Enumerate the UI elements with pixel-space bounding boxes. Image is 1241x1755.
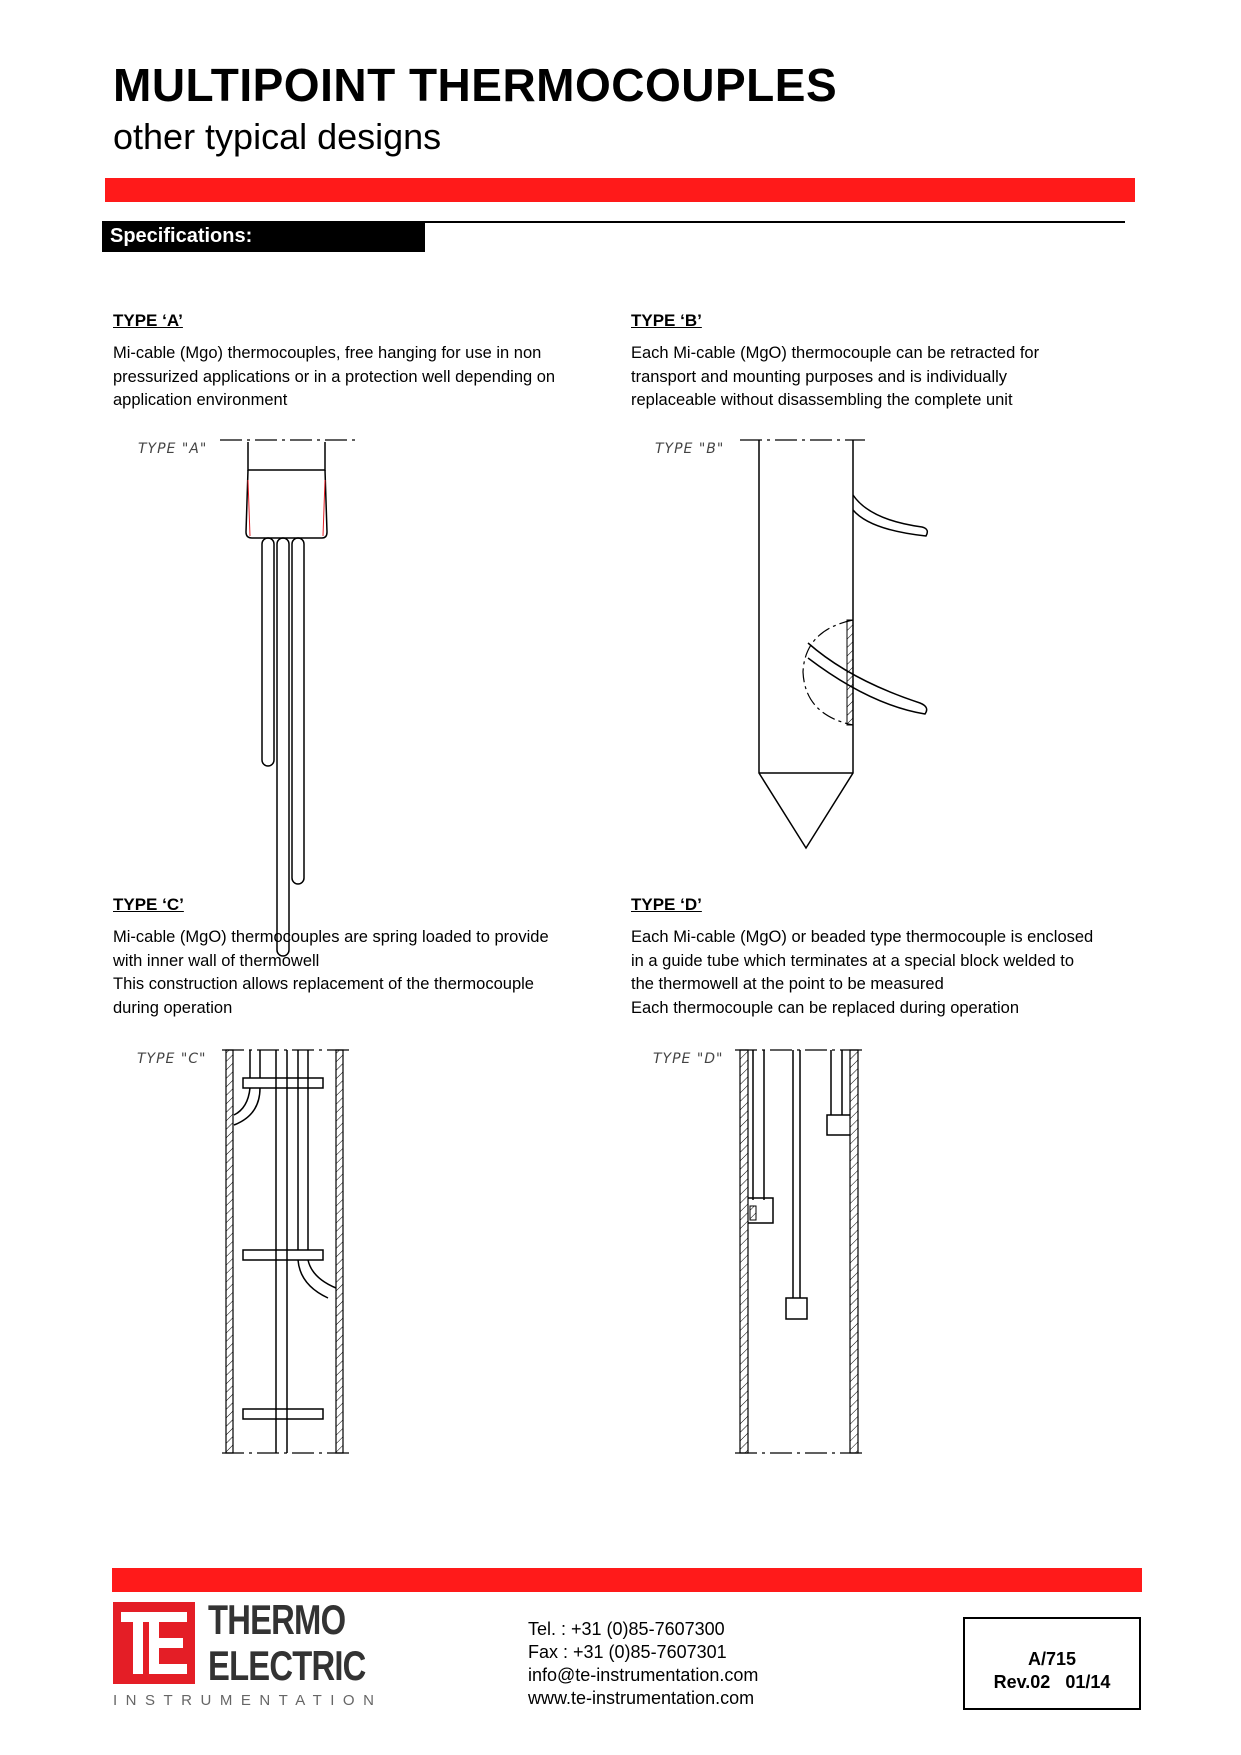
contact-info [528, 1618, 758, 1710]
page-subtitle: other typical designs [113, 116, 442, 157]
page-title: MULTIPOINT THERMOCOUPLES [113, 59, 838, 111]
type-b-drawing [640, 430, 940, 860]
logo-text-instrumentation: INSTRUMENTATION [113, 1692, 383, 1709]
type-c-drawing-label: TYPE "C" [137, 1051, 207, 1067]
logo-te-mark-icon [113, 1602, 195, 1684]
type-c-description [113, 926, 613, 1020]
type-c-spring-lower [298, 1260, 328, 1298]
type-a-weld-mark [323, 480, 325, 536]
type-c-line: Mi-cable (MgO) thermocouples are spring loaded to provide [113, 928, 549, 946]
type-c-wall-left [226, 1050, 233, 1453]
type-a-probe-long [277, 538, 289, 956]
type-d-weld-section [750, 1206, 756, 1220]
document-revision: Rev.02 01/14 [993, 1672, 1111, 1692]
type-a-heading: TYPE ‘A’ [113, 311, 183, 330]
type-a-head-upper [248, 442, 325, 470]
type-c-spring-upper [234, 1088, 250, 1115]
type-d-heading: TYPE ‘D’ [631, 895, 702, 914]
contact-tel: Tel. : +31 (0)85-7607300 [528, 1619, 725, 1639]
type-a-line: Mi-cable (Mgo) thermocouples, free hanging for use in non [113, 344, 542, 362]
type-a-line: pressurized applications or in a protection well depending on [113, 367, 556, 386]
contact-fax: Fax : +31 (0)85-7607301 [528, 1642, 727, 1662]
type-a-description [113, 342, 613, 413]
type-c-wall-right [336, 1050, 343, 1453]
type-d-sensor-block [786, 1298, 807, 1319]
type-a-weld-mark [248, 480, 250, 536]
type-c-spacer-plate [243, 1078, 323, 1088]
footer-red-bar [112, 1568, 1142, 1592]
type-c-line: during operation [113, 998, 233, 1017]
type-b-wall-section [847, 620, 853, 725]
specifications-label: Specifications: [102, 221, 425, 252]
type-d-line: Each thermocouple can be replaced during operation [631, 998, 1020, 1017]
type-c-spring-lower [308, 1260, 336, 1288]
type-c-drawing [120, 1040, 370, 1460]
logo-text-electric: ELECTRIC [208, 1642, 366, 1689]
specifications-divider [425, 221, 1125, 223]
type-c-spacer-plate [243, 1250, 323, 1260]
type-b-drawing-label: TYPE "B" [655, 441, 725, 457]
type-b-line: transport and mounting purposes and is individually [631, 367, 1008, 386]
type-d-drawing-label: TYPE "D" [653, 1051, 724, 1067]
header-red-bar [105, 178, 1135, 202]
type-c-spring-upper [234, 1088, 260, 1125]
type-c-heading: TYPE ‘C’ [113, 895, 184, 914]
type-d-drawing [640, 1040, 890, 1460]
type-d-weld-block-right [827, 1115, 850, 1135]
type-b-thermowell [759, 440, 853, 848]
type-b-heading: TYPE ‘B’ [631, 311, 702, 330]
type-b-cable-lower [808, 643, 927, 714]
type-d-wall-right [850, 1050, 858, 1453]
type-c-spacer-plate [243, 1409, 323, 1419]
type-a-probe-short [262, 538, 274, 766]
type-b-line: Each Mi-cable (MgO) thermocouple can be retracted for [631, 344, 1040, 362]
document-code: A/715 [1027, 1649, 1077, 1669]
type-d-description [631, 926, 1131, 1020]
type-a-drawing-label: TYPE "A" [138, 441, 208, 457]
logo-te-glyph-icon [113, 1602, 195, 1684]
type-a-probe-medium [292, 538, 304, 884]
type-a-line: application environment [113, 391, 288, 409]
contact-email[interactable]: info@te-instrumentation.com [528, 1665, 759, 1685]
type-a-drawing [120, 430, 370, 860]
type-b-cable-upper [853, 495, 927, 536]
type-d-line: the thermowell at the point to be measured [631, 975, 944, 993]
type-b-line: replaceable without disassembling the complete unit [631, 391, 1013, 409]
type-c-line: with inner wall of thermowell [113, 951, 320, 970]
type-b-description [631, 342, 1131, 413]
type-d-line: in a guide tube which terminates at a special block welded to [631, 951, 1075, 970]
type-c-line: This construction allows replacement of the thermocouple [113, 975, 534, 993]
type-a-head [246, 470, 327, 538]
document-reference-box [963, 1617, 1141, 1710]
type-d-wall-left [740, 1050, 748, 1453]
logo-text-thermo: THERMO [208, 1596, 346, 1643]
contact-website[interactable]: www.te-instrumentation.com [528, 1688, 755, 1708]
type-d-line: Each Mi-cable (MgO) or beaded type thermocouple is enclosed [631, 928, 1094, 946]
